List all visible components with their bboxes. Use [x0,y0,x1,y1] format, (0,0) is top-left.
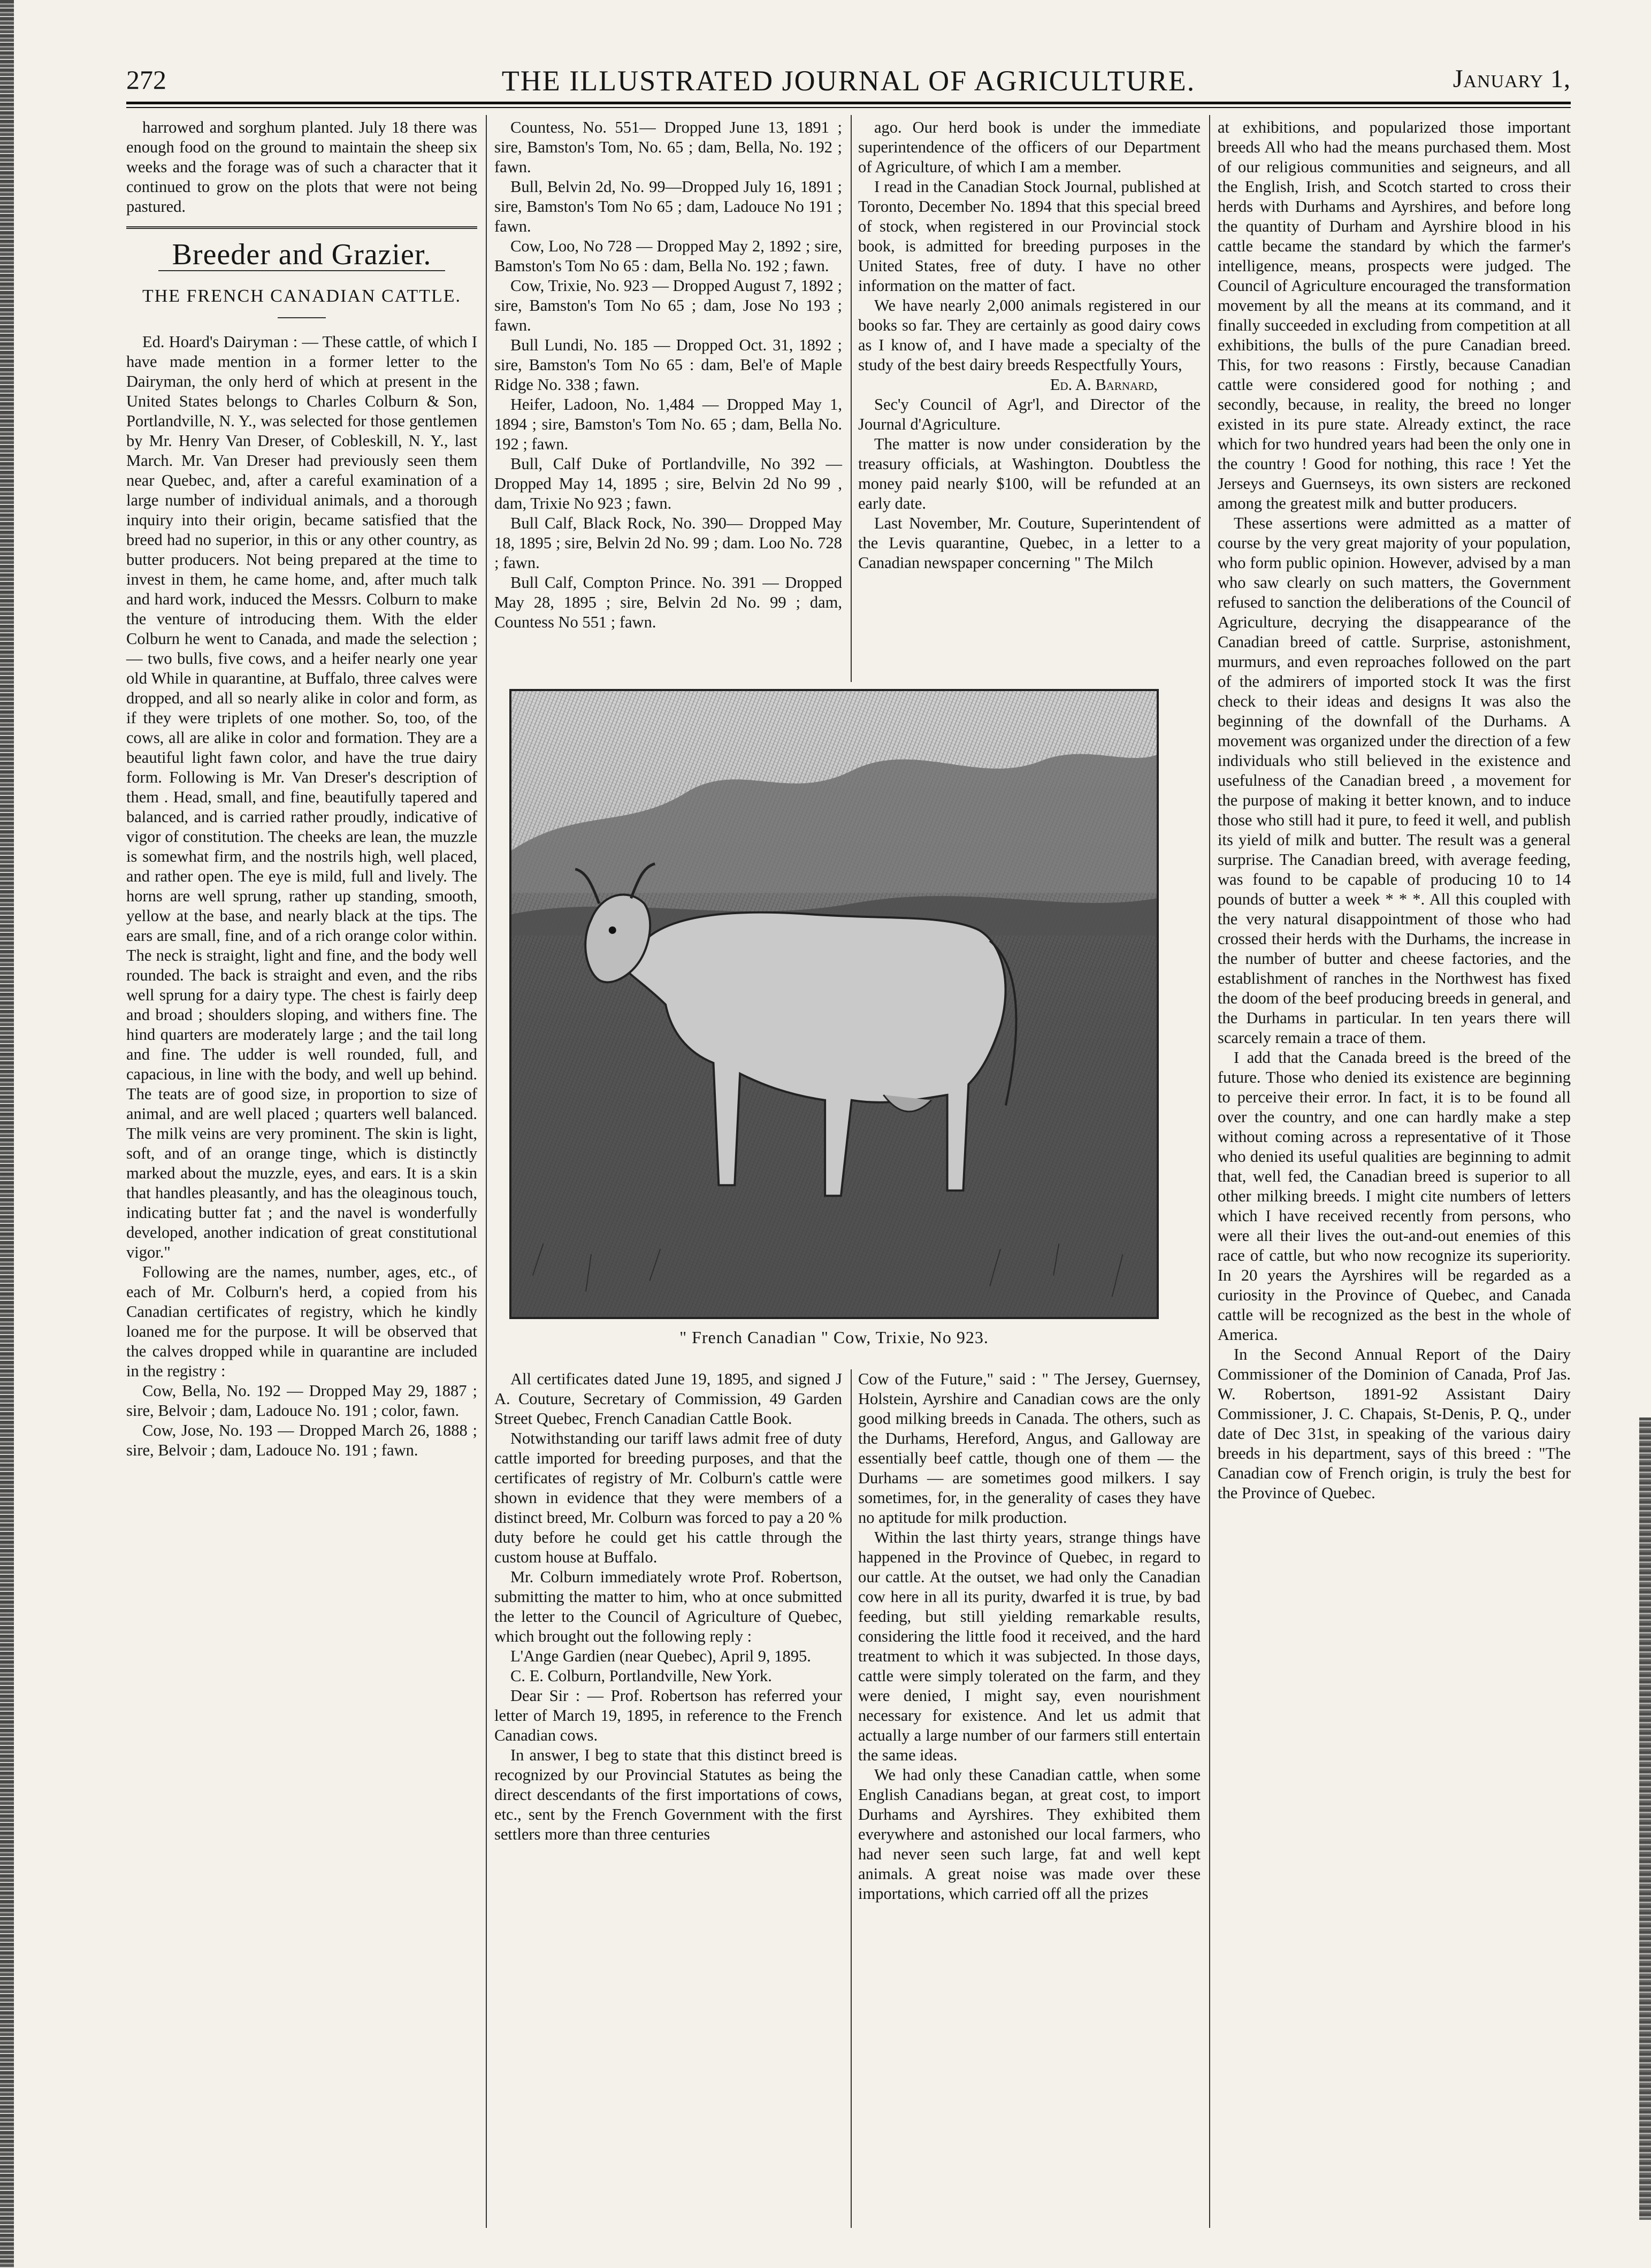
figure-caption: " French Canadian " Cow, Trixie, No 923. [679,1328,989,1347]
registry-entry: Cow, Loo, No 728 — Dropped May 2, 1892 ; sire, Bamston's Tom No 65 : dam, Bella No. 192 ; fawn. [494,237,842,275]
paragraph: We had only these Canadian cattle, when some English Canadians began, at great cost, to import Durhams and Ayrshires. They exhibited them everywhere and astonished our local farmers, who had never seen such large, fat and well kept animals. A great noise was made over these importations, which carried off all the prizes [858,1766,1201,1903]
column-1 [126,118,477,1460]
header-rule [126,102,1571,104]
paragraph: ago. Our herd book is under the immediate superintendence of the officers of our Department of Agriculture, of which I am a member. [858,118,1201,176]
paragraph: I add that the Canada breed is the breed of the future. Those who denied its existence are beginning to perceive their error. In fact, it is to be found all over the country, and one can hardly make a step without coming across a representative of it Those who denied its useful qualities are beginning to admit that, well fed, the Canadian breed is superior to all other milking breeds. I might cite numbers of letters which I have received recently from persons, who were all their lives the out-and-out enemies of this race of cattle, but who now recognize its superiority. In 20 years the Ayrshires will be regarded as a curiosity in the Province of Quebec, and Canada cattle will be recognized as the best in the whole of America. [1218,1048,1571,1344]
paragraph: Sec'y Council of Agr'l, and Director of the Journal d'Agriculture. [858,395,1201,433]
binding-edge [0,0,14,2268]
running-header [126,60,1571,103]
paragraph: Within the last thirty years, strange things have happened in the Province of Quebec, in regard to our cattle. At the outset, we had only the Canadian cow here in all its purity, dwarfed it is true, by bad feeding, but still yielding remarkable results, considering the little food it received, and the hard treatment to which it was subjected. In those days, cattle were simply tolerated on the farm, and they were denied, I might say, even nourishment necessary for existence. And let us admit that actually a large number of our farmers still entertain the same ideas. [858,1528,1201,1764]
registry-entry: Bull Calf, Black Rock, No. 390— Dropped May 18, 1895 ; sire, Belvin 2d No. 99 ; dam. Loo No. 728 ; fawn. [494,514,842,572]
registry-entry: Bull Calf, Compton Prince. No. 391 — Dropped May 28, 1895 ; sire, Belvin 2d No. 99 ; dam, Countess No 551 ; fawn. [494,573,842,631]
paragraph: We have nearly 2,000 animals registered in our books so far. They are certainly as good dairy cows as I know of, and I have made a specialty of the study of the best dairy breeds Respectfully Yours, [858,296,1201,374]
paragraph: Notwithstanding our tariff laws admit free of duty cattle imported for breeding purposes, and that the certificates of registry of Mr. Colburn's cattle were shown in evidence that they were members of a distinct breed, Mr. Colburn was forced to pay a 20 % duty before he could get his cattle through the custom house at Buffalo. [494,1429,842,1566]
paragraph: Mr. Colburn immediately wrote Prof. Robertson, submitting the matter to him, who at once submitted the letter to the Council of Agriculture of Quebec, which brought out the following reply : [494,1568,842,1645]
page-number: 272 [126,65,166,95]
title-rule [278,317,326,318]
registry-entry: Cow, Trixie, No. 923 — Dropped August 7, 1892 ; sire, Bamston's Tom No 65 ; dam, Jose No 193 ; fawn. [494,277,842,334]
cow-illustration [511,691,1157,1317]
registry-entry: Cow, Bella, No. 192 — Dropped May 29, 1887 ; sire, Belvoir ; dam, Ladouce No. 191 ; color, fawn. [126,1382,477,1420]
column-4 [1218,118,1571,1503]
scan-edge-marks [1639,1418,1651,2220]
registry-entry: Bull Lundi, No. 185 — Dropped Oct. 31, 1892 ; sire, Bamston's Tom No 65 : dam, Bel'e of Maple Ridge No. 338 ; fawn. [494,336,842,394]
registry-entry: Cow, Jose, No. 193 — Dropped March 26, 1888 ; sire, Belvoir ; dam, Ladouce No. 191 ; fawn. [126,1421,477,1459]
journal-title: THE ILLUSTRATED JOURNAL OF AGRICULTURE. [501,65,1196,97]
paragraph: In the Second Annual Report of the Dairy Commissioner of the Dominion of Canada, Prof Jas. W. Robertson, 1891-92 Assistant Dairy Commissioner, J. C. Chapais, St-Denis, P. Q., under date of Dec 31st, in speaking of the various dairy breeds in his department, says of this breed : "The Canadian cow of French origin, is truly the best for the Province of Quebec. [1218,1345,1571,1502]
paragraph: Last November, Mr. Couture, Superintendent of the Levis quarantine, Quebec, in a letter to a Canadian newspaper concerning " The Milch [858,514,1201,572]
paragraph: harrowed and sorghum planted. July 18 there was enough food on the ground to maintain the sheep six weeks and the forage was of such a character that it continued to grow on the plots that were not being pastured. [126,118,477,216]
letter-dateline: L'Ange Gardien (near Quebec), April 9, 1895. [510,1647,811,1665]
column-2 [494,118,842,632]
paragraph: at exhibitions, and popularized those important breeds All who had the means purchased them. Most of our religious communities and seigneurs, and all the English, Irish, and Scotch started to cross their herds with Durhams and Ayrshires, and before long the quantity of Durham and Ayrshire blood in his cattle became the standard by which the farmer's intelligence, means, prospects were judged. The Council of Agriculture encouraged the transformation movement by all the means at its command, and it finally succeeded in excluding from competition at all exhibitions, the bulls of the pure Canadian breed. This, for two reasons : Firstly, because Canadian cattle were considered good for nothing ; and secondly, because, in reality, the breed no longer existed in its pure state. Already extinct, the race which for two hundred years had been the only one in the country ! Good for nothing, this race ! Yet the Jerseys and Guernseys, its own sisters are reckoned among the greatest milk and butter producers. [1218,118,1571,512]
column-divider [1209,115,1210,2228]
registry-entry: Bull, Calf Duke of Portlandville, No 392 — Dropped May 14, 1895 ; sire, Belvin 2d No 99 , dam, Trixie No 923 ; fawn. [494,455,842,512]
section-divider [126,226,477,229]
paragraph: Following are the names, number, ages, etc., of each of Mr. Colburn's herd, a copied from his Canadian certificates of registry, which he kindly loaned me for the purpose. It will be observed that the calves dropped while in quarantine are included in the registry : [126,1263,477,1380]
registry-entry: Bull, Belvin 2d, No. 99—Dropped July 16, 1891 ; sire, Bamston's Tom No 65 ; dam, Ladouce No 191 ; fawn. [494,178,842,235]
column-2-lower [494,1369,842,1844]
section-title: Breeder and Grazier. [172,238,432,271]
issue-date: January 1, [1453,65,1571,93]
registry-entry: Heifer, Ladoon, No. 1,484 — Dropped May 1, 1894 ; sire, Bamston's Tom No. 65 ; dam, Bella No. 192 ; fawn. [494,395,842,453]
paragraph: All certificates dated June 19, 1895, and signed J A. Couture, Secretary of Commission, 49 Garden Street Quebec, French Canadian Cattle Book. [494,1370,842,1428]
paragraph: Cow of the Future," said : " The Jersey, Guernsey, Holstein, Ayrshire and Canadian cows are the only good milking breeds in Canada. The others, such as the Durhams, Hereford, Angus, and Galloway are essentially beef cattle, though one of them — the Durhams — are sometimes good milkers. I say sometimes, for, in the generality of cases they have no aptitude for milk production. [858,1370,1201,1527]
paragraph: The matter is now under consideration by the treasury officials, at Washington. Doubtless the money paid nearly $100, will be refunded at an early date. [858,435,1201,512]
paragraph: In answer, I beg to state that this distinct breed is recognized by our Provincial Statutes as being the direct descendants of the first importations of cows, etc., sent by the French Government with the first settlers more than three centuries [494,1746,842,1843]
column-3 [858,118,1201,573]
paragraph: I read in the Canadian Stock Journal, published at Toronto, December No. 1894 that this special breed of stock, when registered in our Provincial stock book, is admitted for breeding purposes in the United States, free of duty. I have no other information on the matter of fact. [858,178,1201,295]
registry-entry: Countess, No. 551— Dropped June 13, 1891 ; sire, Bamston's Tom, No. 65 ; dam, Bella, No. 192 ; fawn. [494,118,842,176]
column-3-lower [858,1369,1201,1904]
paragraph: Ed. Hoard's Dairyman : — These cattle, of which I have made mention in a former letter to the Dairyman, the only herd of which at present in the United States belongs to Charles Colburn & Son, Portlandville, N. Y., was selected for those gentlemen by Mr. Henry Van Dreser, of Cobleskill, N. Y., last March. Mr. Van Dreser had previously seen them near Quebec, and, after a careful examination of a large number of individual animals, and a thorough inquiry into their origin, became satisfied that the breed had no superior, in this or any other country, as butter producers. Not being prepared at the time to invest in them, he came home, and, after much talk and hard work, induced the Messrs. Colburn to make the venture of introducing them. With the elder Colburn he went to Canada, and made the selection ; — two bulls, five cows, and a heifer nearly one year old While in quarantine, at Buffalo, three calves were dropped, and all so nearly alike in color and form, as if they were triplets of one mother. So, too, of the cows, all are alike in color and formation. They are a beautiful light fawn color, and have the true dairy form. Following is Mr. Van Dreser's description of them . Head, small, and fine, beautifully tapered and balanced, and is carried rather proudly, indicative of vigor of constitution. The cheeks are lean, the muzzle is somewhat firm, and the nostrils high, well placed, and rather open. The eye is mild, full and lively. The horns are well sprung, rather up standing, smooth, yellow at the base, and nearly black at the tips. The ears are small, fine, and of a rich orange color within. The neck is straight, light and fine, and the body well rounded. The back is straight and even, and the ribs well sprung for a dairy type. The chest is fairly deep and broad ; shoulders sloping, and withers fine. The hind quarters are moderately large ; and the tail long and fine. The udder is well rounded, full, and capacious, in line with the body, and well up behind. The teats are of good size, in proportion to size of animal, and are well placed ; quarters well balanced. The milk veins are very prominent. The skin is light, soft, and of an orange tinge, which is distinctly marked about the muzzle, eyes, and ears. It is a skin that handles pleasantly, and has the oleaginous touch, indicating butter fat ; and the navel is wonderfully developed, another indication of great constitutional vigor." [126,333,477,1261]
column-divider [851,1369,852,2228]
cow-engraving [509,689,1159,1319]
article-title: THE FRENCH CANADIAN CATTLE. [142,286,462,306]
column-divider [486,115,487,2228]
letter-address: C. E. Colburn, Portlandville, New York. [510,1667,772,1685]
paragraph: Dear Sir : — Prof. Robertson has referred your letter of March 19, 1895, in reference to the French Canadian cows. [494,1687,842,1744]
paragraph: These assertions were admitted as a matter of course by the very great majority of your population, who form public opinion. However, advised by a man who saw clearly on such matters, the Government refused to sanction the deliberations of the Council of Agriculture, decrying the disappearance of the Canadian breed of cattle. Surprise, astonishment, murmurs, and even reproaches followed on the part of the admirers of imported stock It was the first check to their ideas and designs It was also the beginning of the downfall of the Durhams. A movement was organized under the direction of a few individuals who still believed in the existence and usefulness of the Canadian breed , a movement for the purpose of making it better known, and to induce those who still had it pure, to feed it well, and publish its yield of milk and butter. The result was a general surprise. The Canadian breed, with average feeding, was found to be capable of producing 10 to 14 pounds of butter a week * * *. All this coupled with the very natural disappointment of those who had crossed their herds with the Durhams, the increase in the number of butter and cheese factories, and the establishment of ranches in the Northwest has fixed the doom of the beef producing breeds in general, and the Durhams in particular. In ten years there will scarcely remain a trace of them. [1218,514,1571,1047]
signature: Ed. A. Barnard, [1050,376,1158,394]
column-divider [851,115,852,682]
header-rule-thin [126,107,1571,108]
